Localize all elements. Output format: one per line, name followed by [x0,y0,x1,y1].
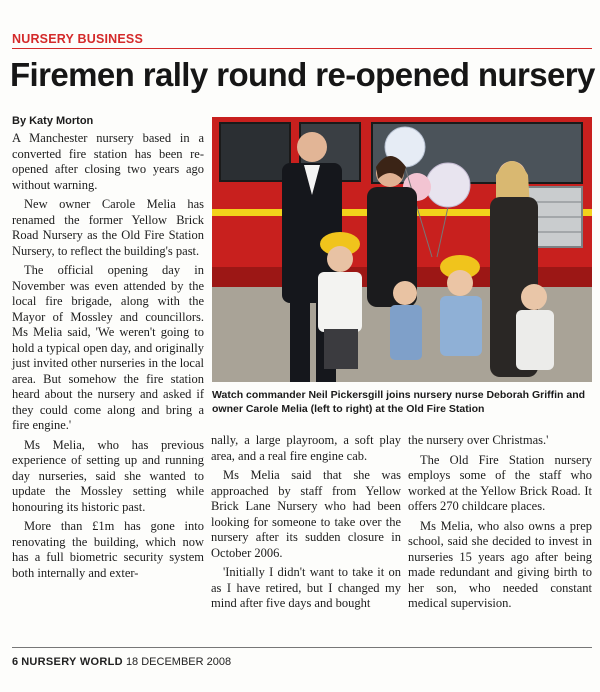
section-rule [12,48,592,49]
paragraph: Ms Melia said that she was approached by staff from Yellow Brick Lane Nursery who had been looking for someone to take over the nursery after its sudden closure in October 2006. [211,468,401,560]
paragraph: 'Initially I didn't want to take it on as I have retired, but I changed my mind after five days and bought [211,565,401,610]
paragraph: New owner Carole Melia has renamed the former Yellow Brick Road Nursery as the Old Fire Station Nursery, to reflect the building's past. [12,197,204,258]
article-column-2 [211,433,401,616]
paragraph: Ms Melia, who has previous experience of setting up and running day nurseries, said she wanted to update the Mossley setting while honouring its historic past. [12,437,204,514]
article-photo [212,117,592,382]
page-number: 6 [12,656,19,668]
page-footer [12,656,231,668]
paragraph: nally, a large playroom, a soft play area, and a real fire engine cab. [211,433,401,463]
issue-date: 18 DECEMBER 2008 [125,656,232,668]
firemen-and-children-photo [212,117,592,382]
article-column-1 [12,131,204,585]
article-column-3 [408,433,592,616]
byline: By Katy Morton [12,115,94,127]
magazine-name: NURSERY WORLD [21,656,123,668]
footer-rule [12,647,592,648]
paragraph: Ms Melia, who also owns a prep school, said she decided to invest in nurseries 15 years ago after being made redundant and giving birth to her son, who needed constant medical supervision. [408,518,592,610]
paragraph: the nursery over Christmas.' [408,433,549,447]
paragraph: More than £1m has gone into renovating the building, which now has a full biometric security system both internally and exter- [12,519,204,580]
paragraph: A Manchester nursery based in a converted fire station has been re-opened after closing two years ago without warning. [12,131,204,192]
paragraph: The Old Fire Station nursery employs some of the staff who worked at the Yellow Brick Road. It offers 270 childcare places. [408,452,592,513]
photo-caption: Watch commander Neil Pickersgill joins nursery nurse Deborah Griffin and owner Carole Melia (left to right) at the Old Fire Station [212,389,586,415]
headline: Firemen rally round re-opened nursery [10,56,595,93]
section-label: NURSERY BUSINESS [12,32,144,46]
paragraph: The official opening day in November was even attended by the local fire brigade, along with the Mayor of Mossley and councillors. Ms Melia said, 'We weren't going to hold a typical open day, and originally just invited other nurseries in the local area. But somehow the fire station heard about the nursery and asked if they could come along and bring a fire engine.' [12,263,204,432]
